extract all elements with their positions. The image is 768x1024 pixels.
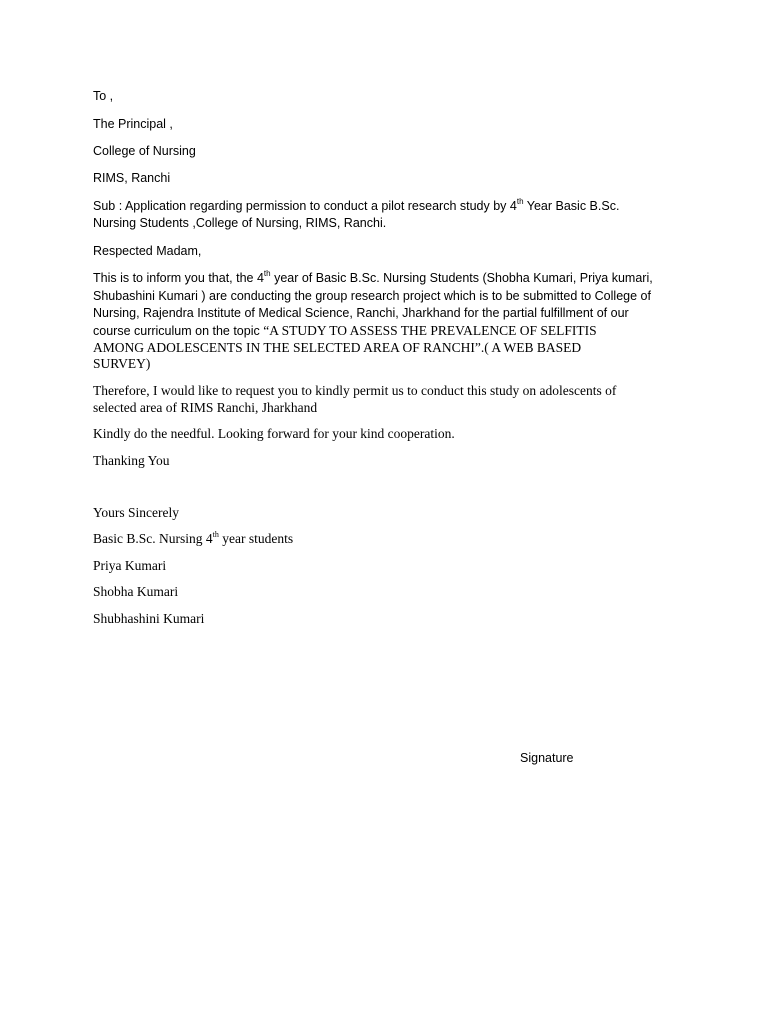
- body1-line-5: AMONG ADOLESCENTS IN THE SELECTED AREA OF RANCHI”.( A WEB BASED: [93, 340, 582, 355]
- body3: Kindly do the needful. Looking forward for your kind cooperation.: [93, 426, 455, 441]
- body1-line-3: Nursing, Rajendra Institute of Medical Science, Ranchi, Jharkhand for the partial fulfillment of our: [93, 306, 629, 320]
- closing: Yours Sincerely: [93, 505, 180, 520]
- body1-topic-title: “A STUDY TO ASSESS THE PREVALENCE OF SELFITIS: [263, 323, 597, 338]
- addressee-title: The Principal ,: [93, 117, 173, 131]
- name-1: Priya Kumari: [93, 558, 167, 573]
- body2-line-2: selected area of RIMS Ranchi, Jharkhand: [93, 400, 318, 415]
- signatory-group: [93, 530, 293, 547]
- addressee-location: RIMS, Ranchi: [93, 171, 171, 185]
- name-2: Shobha Kumari: [93, 584, 179, 599]
- subject-line-1: [93, 198, 619, 215]
- subject-text-1: Application regarding permission to conduct a pilot research study by 4: [122, 199, 517, 213]
- signatory-superscript: th: [212, 529, 219, 539]
- subject-text-2: Year Basic B.Sc.: [523, 199, 620, 213]
- name-3: Shubhashini Kumari: [93, 611, 205, 626]
- thanks: Thanking You: [93, 453, 170, 468]
- body1-topic-intro: course curriculum on the topic: [93, 324, 264, 338]
- salutation-to: To ,: [93, 89, 114, 103]
- addressee-college: College of Nursing: [93, 144, 196, 158]
- subject-label: Sub :: [93, 199, 123, 213]
- body2-line-1: Therefore, I would like to request you to kindly permit us to conduct this study on adolescents of: [93, 383, 617, 398]
- signatory-text-2: year students: [218, 531, 294, 546]
- signatory-text-1: Basic B.Sc. Nursing 4: [93, 531, 213, 546]
- body1-text-2: year of Basic B.Sc. Nursing Students (Shobha Kumari, Priya kumari,: [270, 271, 653, 285]
- signature-label: Signature: [520, 751, 574, 765]
- body1-text-1: This is to inform you that, the 4: [93, 271, 264, 285]
- subject-superscript: th: [516, 196, 524, 206]
- body1-line-1: [93, 270, 653, 287]
- subject-line-2: Nursing Students ,College of Nursing, RIMS, Ranchi.: [93, 216, 387, 230]
- greeting: Respected Madam,: [93, 244, 202, 258]
- body1-line-6: SURVEY): [93, 356, 151, 371]
- body1-line-4: [93, 322, 597, 340]
- body1-superscript: th: [263, 268, 271, 278]
- body1-line-2: Shubashini Kumari ) are conducting the group research project which is to be submitted to College of: [93, 289, 651, 303]
